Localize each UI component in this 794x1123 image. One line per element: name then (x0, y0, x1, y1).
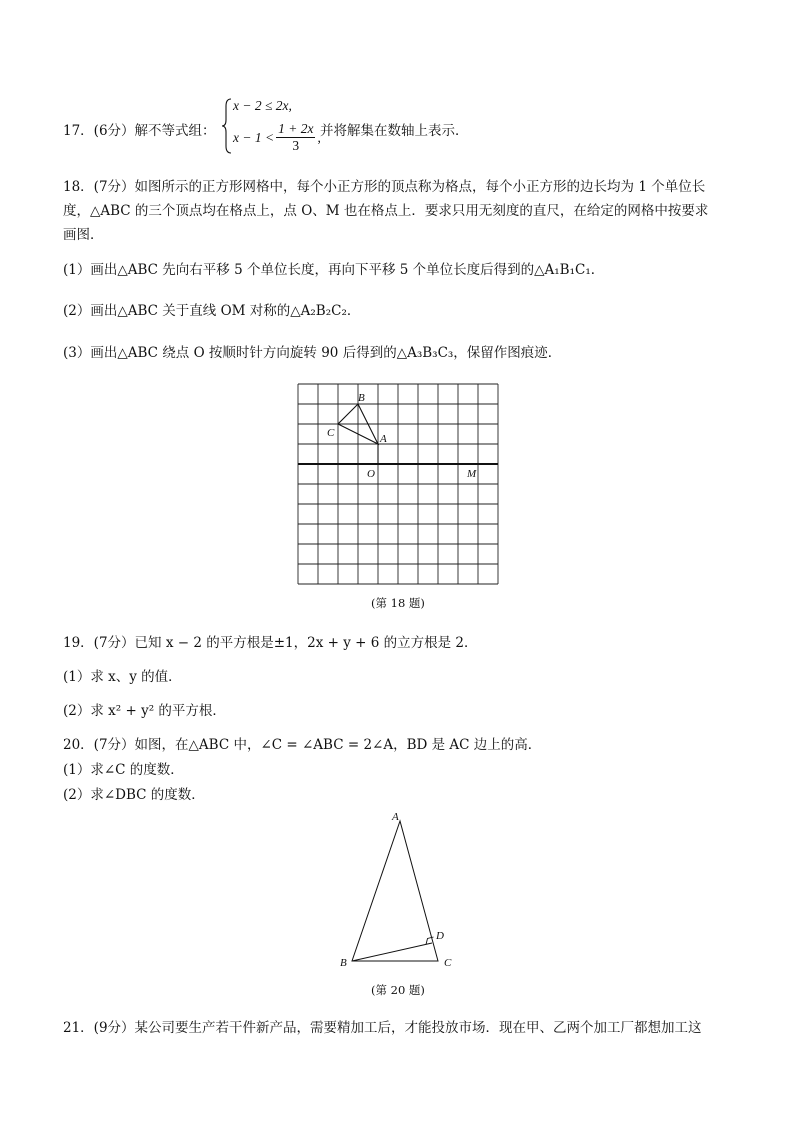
q19-sub-2: (2）求 x² + y² 的平方根． (63, 703, 226, 719)
q18-grid-figure (292, 380, 504, 590)
q17-fraction (276, 121, 315, 154)
q17-label: 17．(6分）解不等式组： (63, 123, 216, 139)
altitude-bd (352, 943, 432, 961)
q20-caption: (第 20 题) (371, 983, 425, 997)
q19-sub-1: (1）求 x、y 的值． (63, 669, 182, 685)
label-b-20: B (340, 957, 347, 969)
q18-line-3: 画图． (63, 227, 104, 243)
q17-inequality-2-left: x − 1 < (233, 129, 275, 145)
q18-line-1: 18．(7分）如图所示的正方形网格中，每个小正方形的顶点称为格点，每个小正方形的边长均为 1 个单位长 (63, 179, 706, 195)
q19-line-1: 19．(7分）已知 x − 2 的平方根是±1，2x + y + 6 的立方根是 2． (63, 635, 478, 651)
label-b: B (358, 392, 365, 404)
label-d-20: D (436, 930, 444, 942)
grid-lines (298, 384, 498, 584)
q18-sub-1: (1）画出△ABC 先向右平移 5 个单位长度，再向下平移 5 个单位长度后得到的△A₁B₁C₁． (63, 262, 605, 278)
q17-inequality-1: x − 2 ≤ 2x, (233, 98, 292, 113)
label-m: M (467, 468, 477, 480)
label-a: A (380, 433, 387, 445)
q17-tail: 并将解集在数轴上表示． (320, 123, 469, 139)
q18-sub-3: (3）画出△ABC 绕点 O 按顺时针方向旋转 90 后得到的△A₃B₃C₃，保留作图痕迹． (63, 345, 562, 361)
system-brace (222, 98, 232, 154)
q20-sub-2: (2）求∠DBC 的度数． (63, 787, 205, 803)
q18-sub-2: (2）画出△ABC 关于直线 OM 对称的△A₂B₂C₂． (63, 303, 361, 319)
q17-fraction-numerator: 1 + 2x (278, 121, 314, 136)
label-c: C (327, 427, 335, 439)
q20-line-1: 20．(7分）如图，在△ABC 中，∠C = ∠ABC = 2∠A，BD 是 AC 边上的高． (63, 737, 542, 753)
q21-line-1: 21．(9分）某公司要生产若干件新产品，需要精加工后，才能投放市场．现在甲、乙两个加工厂都想加工这 (63, 1020, 702, 1036)
q18-line-2: 度，△ABC 的三个顶点均在格点上，点 O、M 也在格点上．要求只用无刻度的直尺，在给定的网格中按要求 (63, 203, 709, 219)
label-a-20: A (392, 811, 399, 823)
q17-fraction-denominator: 3 (292, 138, 300, 153)
q18-caption: (第 18 题) (371, 596, 425, 610)
q20-sub-1: (1）求∠C 的度数． (63, 762, 184, 778)
q17-comma: , (317, 129, 321, 145)
label-o: O (367, 468, 375, 480)
q17-inequality-2 (233, 121, 321, 154)
q20-triangle-figure (330, 805, 470, 975)
label-c-20: C (444, 957, 452, 969)
triangle-abc-20 (352, 821, 438, 961)
